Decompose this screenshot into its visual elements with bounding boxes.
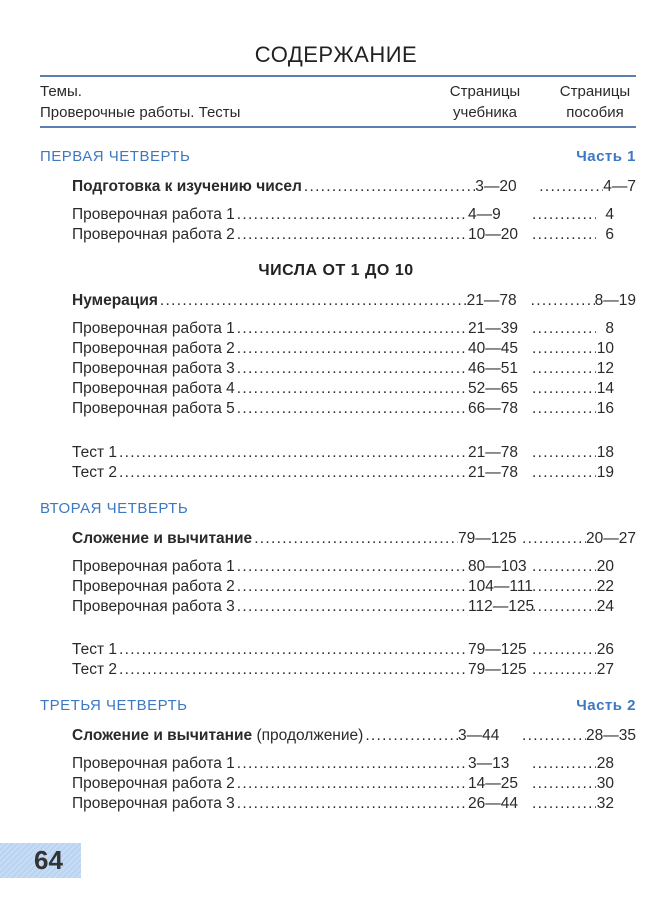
section-third-quarter <box>40 697 636 714</box>
toc-row-title: Проверочная работа 3 <box>72 360 235 377</box>
manual-pages: 4—7 <box>603 178 636 195</box>
toc-row-title: Проверочная работа 1 <box>72 558 235 575</box>
textbook-pages: 46—51 <box>468 360 518 377</box>
header-topics-line2: Проверочные работы. Тесты <box>40 104 241 121</box>
textbook-pages: 79—125 <box>468 661 527 678</box>
toc-row[interactable] <box>72 320 614 340</box>
leader-dots <box>237 320 468 338</box>
manual-pages: 19 <box>596 464 614 481</box>
leader-dots <box>532 558 596 576</box>
toc-row-title: Тест 2 <box>72 464 117 481</box>
leader-dots <box>532 444 596 462</box>
toc-row[interactable] <box>72 292 636 312</box>
leader-dots <box>237 226 468 244</box>
header-topics <box>40 81 240 123</box>
manual-pages: 22 <box>596 578 614 595</box>
subsection-heading: ЧИСЛА ОТ 1 ДО 10 <box>258 262 414 279</box>
leader-dots <box>532 206 596 224</box>
textbook-pages: 40—45 <box>468 340 518 357</box>
textbook-pages: 3—44 <box>458 727 500 744</box>
leader-dots <box>237 380 468 398</box>
toc-row[interactable] <box>72 641 614 661</box>
section-label: ТРЕТЬЯ ЧЕТВЕРТЬ <box>40 697 188 714</box>
leader-dots <box>160 292 467 310</box>
leader-dots <box>532 360 596 378</box>
header-manual-line1: Страницы <box>559 83 631 100</box>
leader-dots <box>532 775 596 793</box>
leader-dots <box>237 360 468 378</box>
section-label: ВТОРАЯ ЧЕТВЕРТЬ <box>40 500 189 517</box>
toc-row[interactable] <box>72 755 614 775</box>
header-textbook-line2: учебника <box>453 104 517 121</box>
leader-dots <box>237 795 468 813</box>
textbook-pages: 21—39 <box>468 320 518 337</box>
toc-row-title: Проверочная работа 2 <box>72 578 235 595</box>
leader-dots <box>237 206 468 224</box>
toc-row-title: Проверочная работа 1 <box>72 755 235 772</box>
textbook-pages: 3—13 <box>468 755 510 772</box>
toc-row-title: Проверочная работа 4 <box>72 380 235 397</box>
leader-dots <box>237 598 468 616</box>
toc-row[interactable] <box>72 775 614 795</box>
toc-row[interactable] <box>72 661 614 681</box>
toc-row[interactable] <box>72 598 614 618</box>
leader-dots <box>531 292 595 310</box>
toc-row-title <box>72 727 365 745</box>
toc-row-title: Тест 2 <box>72 661 117 678</box>
manual-pages: 6 <box>605 226 614 243</box>
leader-dots <box>539 178 603 196</box>
toc-row-title: Проверочная работа 2 <box>72 340 235 357</box>
section-first-quarter <box>40 148 636 165</box>
textbook-pages: 21—78 <box>468 464 518 481</box>
manual-pages: 18 <box>596 444 614 461</box>
toc-row[interactable] <box>72 444 614 464</box>
textbook-pages: 4—9 <box>468 206 501 223</box>
leader-dots <box>532 578 596 596</box>
leader-dots <box>532 755 596 773</box>
leader-dots <box>532 380 596 398</box>
toc-row[interactable] <box>72 795 614 815</box>
textbook-pages: 104—111 <box>468 578 533 595</box>
toc-row-title: Проверочная работа 2 <box>72 226 235 243</box>
manual-pages: 8 <box>605 320 614 337</box>
textbook-pages: 79—125 <box>468 641 527 658</box>
manual-pages: 12 <box>596 360 614 377</box>
toc-row[interactable] <box>72 380 614 400</box>
toc-row[interactable] <box>72 178 636 198</box>
leader-dots <box>237 400 468 418</box>
textbook-pages: 14—25 <box>468 775 518 792</box>
toc-row-title-main: Сложение и вычитание <box>72 727 253 744</box>
leader-dots <box>532 320 596 338</box>
page-title: СОДЕРЖАНИЕ <box>254 42 418 67</box>
toc-row[interactable] <box>72 727 636 747</box>
leader-dots <box>237 578 468 596</box>
manual-pages: 14 <box>596 380 614 397</box>
manual-pages: 20—27 <box>586 530 636 547</box>
header-bottom-rule <box>40 126 636 128</box>
toc-row[interactable] <box>72 530 636 550</box>
manual-pages: 30 <box>596 775 614 792</box>
toc-row[interactable] <box>72 226 614 246</box>
leader-dots <box>532 598 596 616</box>
manual-pages: 16 <box>596 400 614 417</box>
manual-pages: 10 <box>596 340 614 357</box>
toc-row[interactable] <box>72 578 614 598</box>
leader-dots <box>522 727 586 745</box>
leader-dots <box>237 340 468 358</box>
toc-row[interactable] <box>72 400 614 420</box>
header-textbook-line1: Страницы <box>449 83 521 100</box>
part-label: Часть 2 <box>576 697 636 714</box>
manual-pages: 20 <box>596 558 614 575</box>
toc-row[interactable] <box>72 360 614 380</box>
textbook-pages: 26—44 <box>468 795 518 812</box>
textbook-pages: 52—65 <box>468 380 518 397</box>
toc-row[interactable] <box>72 340 614 360</box>
leader-dots <box>119 444 468 462</box>
manual-pages: 8—19 <box>594 292 636 309</box>
leader-dots <box>532 226 596 244</box>
toc-row-title: Проверочная работа 3 <box>72 795 235 812</box>
toc-row-title: Тест 1 <box>72 641 117 658</box>
toc-row-title-suffix: (продолжение) <box>256 727 364 744</box>
manual-pages: 28—35 <box>586 727 636 744</box>
textbook-pages: 10—20 <box>468 226 518 243</box>
page-number: 64 <box>34 845 63 875</box>
part-label: Часть 1 <box>576 148 636 165</box>
manual-pages: 4 <box>605 206 614 223</box>
leader-dots <box>237 558 468 576</box>
textbook-pages: 66—78 <box>468 400 518 417</box>
toc-row-title: Проверочная работа 1 <box>72 206 235 223</box>
toc-row-title: Тест 1 <box>72 444 117 461</box>
toc-row-title: Сложение и вычитание <box>72 530 253 547</box>
leader-dots <box>522 530 586 548</box>
section-label: ПЕРВАЯ ЧЕТВЕРТЬ <box>40 148 191 165</box>
textbook-pages: 3—20 <box>475 178 517 195</box>
header-topics-line1: Темы. <box>40 83 82 100</box>
leader-dots <box>119 464 468 482</box>
toc-row[interactable] <box>72 558 614 578</box>
leader-dots <box>237 755 468 773</box>
textbook-pages: 80—103 <box>468 558 527 575</box>
leader-dots <box>254 530 458 548</box>
header-textbook-pages <box>440 81 530 123</box>
leader-dots <box>532 795 596 813</box>
toc-row-title: Проверочная работа 3 <box>72 598 235 615</box>
toc-row-title: Проверочная работа 5 <box>72 400 235 417</box>
manual-pages: 28 <box>596 755 614 772</box>
toc-row-title: Нумерация <box>72 292 158 309</box>
header-top-rule <box>40 75 636 77</box>
toc-row-title: Подготовка к изучению чисел <box>72 178 302 195</box>
header-manual-line2: пособия <box>566 104 624 121</box>
toc-row[interactable] <box>72 206 614 226</box>
manual-pages: 32 <box>596 795 614 812</box>
leader-dots <box>119 661 468 679</box>
leader-dots <box>532 464 596 482</box>
manual-pages: 27 <box>596 661 614 678</box>
leader-dots <box>365 727 458 745</box>
leader-dots <box>304 178 475 196</box>
manual-pages: 26 <box>596 641 614 658</box>
leader-dots <box>532 340 596 358</box>
leader-dots <box>532 400 596 418</box>
section-second-quarter <box>40 500 636 517</box>
manual-pages: 24 <box>596 598 614 615</box>
leader-dots <box>532 641 596 659</box>
leader-dots <box>532 661 596 679</box>
textbook-pages: 112—125 <box>468 598 535 615</box>
textbook-pages: 21—78 <box>466 292 517 309</box>
textbook-pages: 79—125 <box>458 530 517 547</box>
toc-row-title: Проверочная работа 1 <box>72 320 235 337</box>
header-manual-pages <box>550 81 640 123</box>
leader-dots <box>237 775 468 793</box>
textbook-pages: 21—78 <box>468 444 518 461</box>
leader-dots <box>119 641 468 659</box>
toc-row-title: Проверочная работа 2 <box>72 775 235 792</box>
toc-row[interactable] <box>72 464 614 484</box>
